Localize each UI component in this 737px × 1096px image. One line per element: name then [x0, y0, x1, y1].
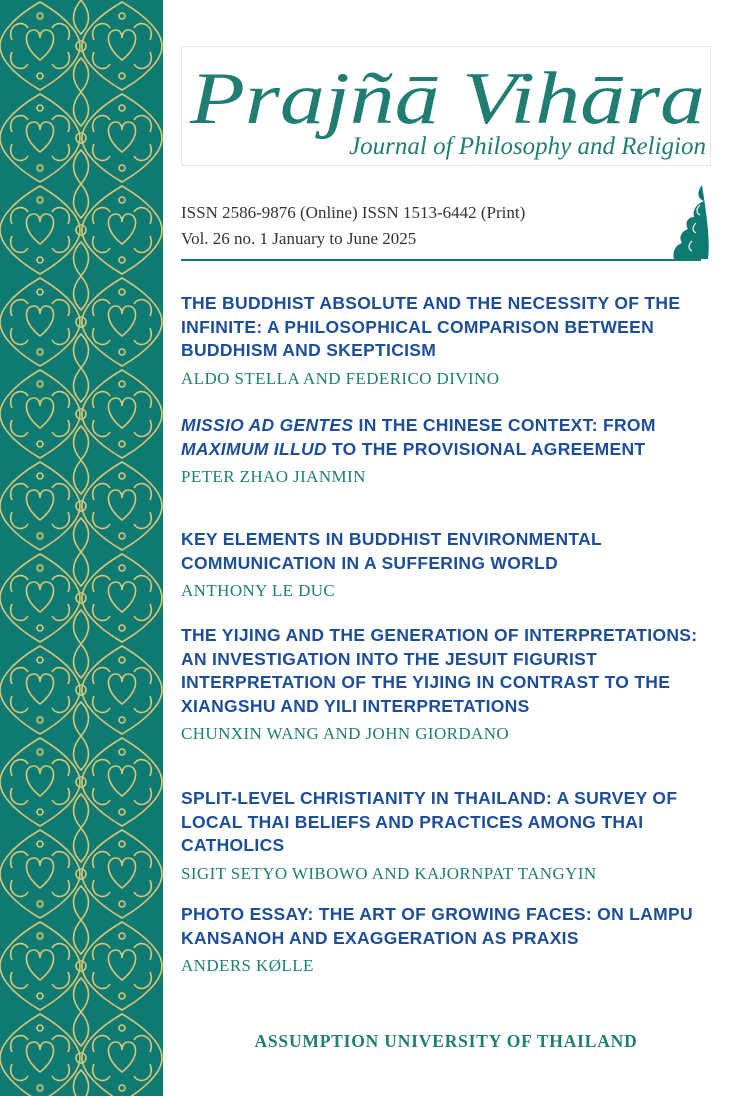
article-title[interactable]: MISSIO AD GENTES IN THE CHINESE CONTEXT: FROM MAXIMUM ILLUD TO THE PROVISIONAL AGREEMENT [181, 415, 656, 459]
article-title[interactable]: THE BUDDHIST ABSOLUTE AND THE NECESSITY OF THE INFINITE: A PHILOSOPHICAL COMPARISON BETWEEN BUDDHISM AND SKEPTICISM [181, 293, 681, 360]
journal-subtitle: Journal of Philosophy and Religion [349, 133, 706, 160]
article-title[interactable]: KEY ELEMENTS IN BUDDHIST ENVIRONMENTAL COMMUNICATION IN A SUFFERING WORLD [181, 529, 602, 573]
article-4[interactable] [181, 624, 721, 744]
article-author: PETER ZHAO JIANMIN [181, 467, 366, 486]
decorative-sidebar [0, 0, 163, 1096]
article-5[interactable] [181, 787, 721, 884]
article-2[interactable] [181, 414, 721, 487]
article-author: CHUNXIN WANG AND JOHN GIORDANO [181, 724, 510, 743]
article-1[interactable] [181, 292, 721, 389]
header-divider [181, 259, 701, 261]
masthead [181, 46, 711, 166]
article-author: ANTHONY LE DUC [181, 581, 336, 600]
italic-title-part: MISSIO AD GENTES [181, 415, 354, 435]
article-author: SIGIT SETYO WIBOWO AND KAJORNPAT TANGYIN [181, 863, 597, 883]
volume-line: Vol. 26 no. 1 January to June 2025 [181, 229, 417, 248]
publisher-name: ASSUMPTION UNIVERSITY OF THAILAND [254, 1031, 638, 1051]
thai-ornament-icon [668, 183, 712, 263]
article-title[interactable]: SPLIT-LEVEL CHRISTIANITY IN THAILAND: A SURVEY OF LOCAL THAI BELIEFS AND PRACTICES AMONG THAI CATHOLICS [181, 788, 678, 855]
article-author: ALDO STELLA AND FEDERICO DIVINO [181, 368, 500, 388]
ornamental-pattern [0, 0, 163, 1096]
issn-line: ISSN 2586-9876 (Online) ISSN 1513-6442 (Print) [181, 203, 526, 222]
article-author: ANDERS KØLLE [181, 956, 314, 975]
article-title[interactable]: PHOTO ESSAY: THE ART OF GROWING FACES: ON LAMPU KANSANOH AND EXAGGERATION AS PRAXIS [181, 904, 693, 948]
article-title[interactable]: THE YIJING AND THE GENERATION OF INTERPRETATIONS: AN INVESTIGATION INTO THE JESUIT FIGURIST INTERPRETATION OF THE YIJING IN CONTRAST TO THE XIANGSHU AND YILI INTERPRETATIONS [181, 625, 698, 716]
article-3[interactable] [181, 528, 721, 601]
italic-title-part: MAXIMUM ILLUD [181, 438, 327, 459]
article-6[interactable] [181, 903, 721, 976]
journal-title: Prajñā Vihāra [188, 58, 706, 140]
